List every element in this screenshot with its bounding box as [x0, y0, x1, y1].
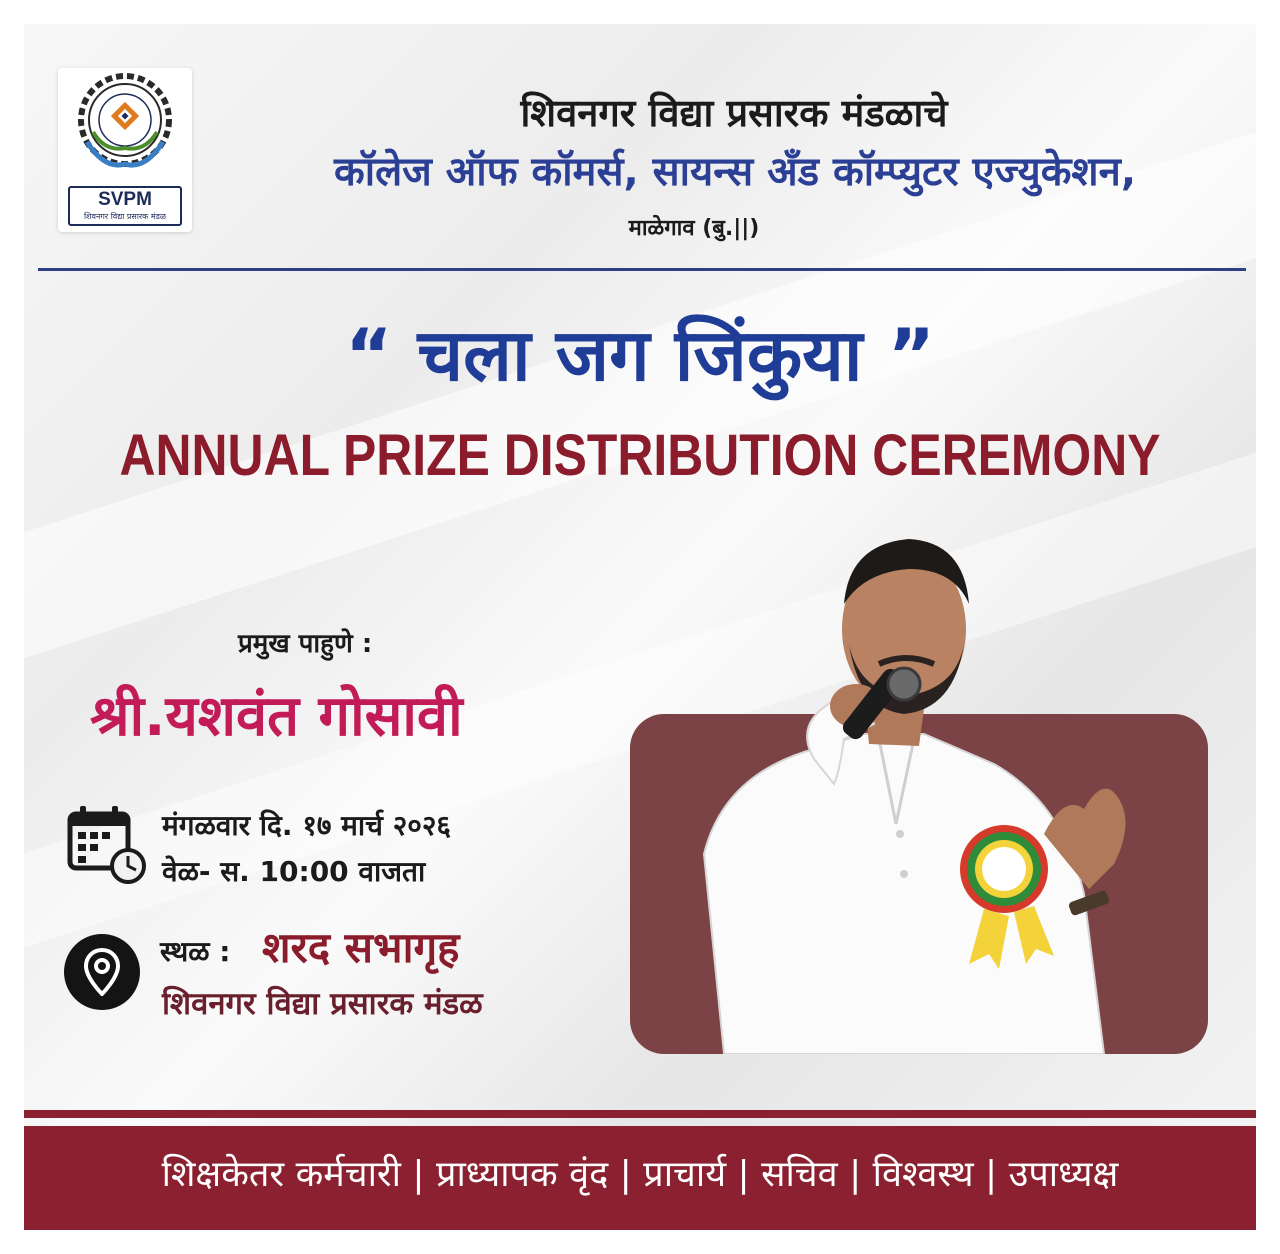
logo-abbreviation: SVPM [98, 189, 152, 210]
logo-wordmark [68, 186, 182, 226]
venue-name: शरद सभागृह [262, 923, 460, 972]
event-subtitle: ANNUAL PRIZE DISTRIBUTION CEREMONY [119, 423, 1161, 488]
chief-guest-name: श्री.यशवंत गोसावी [90, 684, 463, 749]
footer-roles: शिक्षकेतर कर्मचारी | प्राध्यापक वृंद | प्राचार्य | सचिव | विश्वस्थ | उपाध्यक्ष [161, 1154, 1119, 1195]
trust-name: शिवनगर विद्या प्रसारक मंडळाचे [520, 91, 948, 135]
institution-logo [58, 68, 192, 232]
event-time: वेळ- स. 10:00 वाजता [162, 855, 426, 888]
logo-subtitle: शिवनगर विद्या प्रसारक मंडळ [83, 212, 167, 221]
calendar-clock-icon [66, 804, 148, 886]
event-title: “ चला जग जिंकुया ” [345, 313, 935, 397]
venue-label: स्थळ : [160, 935, 231, 968]
emblem-icon [65, 72, 185, 186]
location-pin-badge [64, 934, 140, 1010]
location-pin-icon [83, 948, 121, 996]
venue-organization: शिवनगर विद्या प्रसारक मंडळ [162, 986, 483, 1022]
footer-rule [24, 1110, 1256, 1118]
college-location: माळेगाव (बु.||) [628, 216, 760, 241]
chief-guest-label: प्रमुख पाहुणे : [238, 629, 373, 659]
guest-photo [664, 524, 1164, 1054]
college-name: कॉलेज ऑफ कॉमर्स, सायन्स अँड कॉम्प्युटर एज्युकेशन, [333, 149, 1137, 195]
header-divider [38, 268, 1246, 271]
poster [24, 24, 1256, 1230]
event-date: मंगळवार दि. १७ मार्च २०२६ [162, 809, 451, 842]
